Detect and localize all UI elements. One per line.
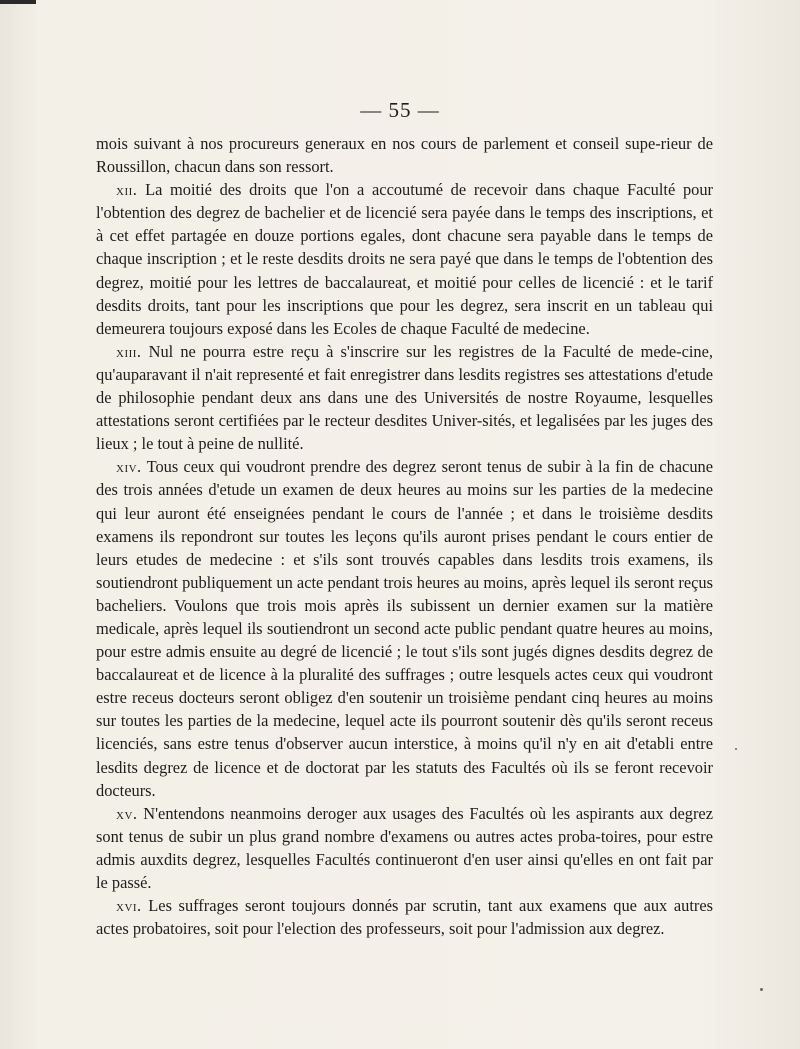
paragraph-continuation <box>96 132 713 178</box>
article-xiv <box>96 455 713 801</box>
article-xiii <box>96 340 713 455</box>
article-number: xvi. <box>116 896 142 916</box>
article-number: xiii. <box>116 341 142 361</box>
article-text: Tous ceux qui voudront prendre des degrez seront tenus de subir à la fin de chacune des trois années d'etude un examen de deux heures au moins sur les parties de la medecine qui leur auront été enseignées pendant le cours de l'année ; et dans le troisième desdits examens ils repondront sur toutes les leçons qu'ils auront prises pendant le cours entier de leurs etudes de medecine : et s'ils sont trouvés capables dans lesdits trois examens, ils soutiendront publiquement un acte pendant trois heures au moins, après lequel ils seront reçus bacheliers. Voulons que trois mois après ils subissent un dernier examen sur la matière medicale, après lequel ils soutiendront un second acte public pendant quatre heures au moins, pour estre admis ensuite au degré de licencié ; le tout s'ils sont jugés dignes desdits degrez de baccalaureat et de licence à la pluralité des suffrages ; outre lesquels actes ceux qui voudront estre receus docteurs seront obligez d'en soutenir un troisième pendant cinq heures au moins sur toutes les parties de la medecine, lequel acte ils pourront soutenir dès qu'ils seront receus licenciés, sans estre tenus d'observer aucun interstice, à moins qu'il n'y en ait d'etabli entre lesdits degrez de licence et de doctorat par les statuts des Facultés où ils se feront recevoir docteurs. <box>96 457 713 800</box>
article-number: xii. <box>116 180 138 200</box>
paper-speck <box>760 988 763 991</box>
article-xv <box>96 802 713 894</box>
scan-edge-mark <box>0 0 36 4</box>
article-number: xiv. <box>116 457 142 477</box>
article-text: Les suffrages seront toujours donnés par scrutin, tant aux examens que aux autres actes probatoires, soit pour l'election des professeurs, soit pour l'admission aux degrez. <box>96 896 713 939</box>
page-number: — 55 — <box>360 98 440 122</box>
paragraph-text: mois suivant à nos procureurs generaux en nos cours de parlement et conseil supe-rieur de Roussillon, chacun dans son ressort. <box>96 134 713 177</box>
article-number: xv. <box>116 803 138 823</box>
paper-speck <box>735 748 737 750</box>
body-text <box>96 132 713 940</box>
article-xii <box>96 178 713 340</box>
article-text: Nul ne pourra estre reçu à s'inscrire sur les registres de la Faculté de mede-cine, qu'auparavant il n'ait representé et fait enregistrer dans lesdits registres ses attestations d'etude de philosophie pendant deux ans dans une des Universités de nostre Royaume, lesquelles attestations seront certifiées par le recteur desdites Univer-sités, et legalisées par les juges des lieux ; le tout à peine de nullité. <box>96 341 713 454</box>
article-xvi <box>96 894 713 940</box>
article-text: La moitié des droits que l'on a accoutumé de recevoir dans chaque Faculté pour l'obtention des degrez de bachelier et de licencié sera payée dans le temps des inscriptions, et à cet effet partagée en douze portions egales, dont chacune sera payable dans le temps de chaque inscription ; et le reste desdits droits ne sera payé que dans le temps de l'obtention des degrez, moitié pour les lettres de baccalaureat, et moitié pour celles de licencié : et le tarif desdits droits, tant pour les inscriptions que pour les degrez, sera inscrit en un tableau qui demeurera toujours exposé dans les Ecoles de chaque Faculté de medecine. <box>96 180 713 338</box>
article-text: N'entendons neanmoins deroger aux usages des Facultés où les aspirants aux degrez sont tenus de subir un plus grand nombre d'examens ou autres actes proba-toires, pour estre admis auxdits degrez, lesquelles Facultés continueront d'en user ainsi qu'elles en ont fait par le passé. <box>96 803 713 892</box>
